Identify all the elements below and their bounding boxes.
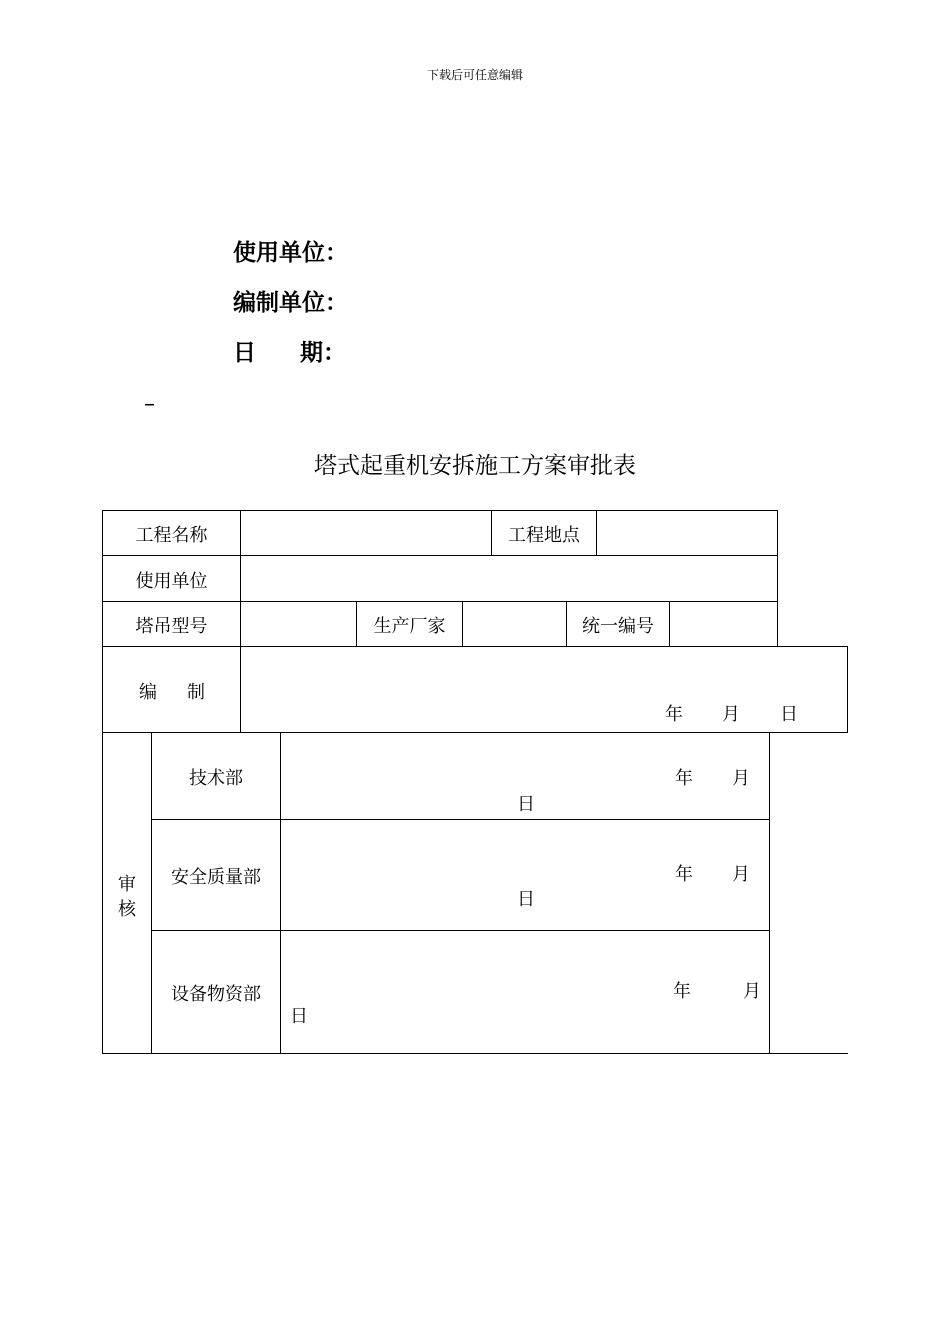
project-location-label: 工程地点 <box>508 525 580 546</box>
unified-no-label: 统一编号 <box>582 616 654 637</box>
unified-no-field[interactable] <box>673 605 774 643</box>
equipment-dept-label: 设备物资部 <box>171 984 261 1005</box>
user-unit-field[interactable] <box>245 559 774 597</box>
safety-dept-label: 安全质量部 <box>171 867 261 888</box>
compile-label-b: 制 <box>187 682 205 703</box>
review-label-b: 核 <box>118 899 136 920</box>
header-note: 下载后可任意编辑 <box>426 68 523 82</box>
crane-model-field[interactable] <box>245 605 353 643</box>
review-label-a: 审 <box>118 874 136 895</box>
manufacturer-field[interactable] <box>466 605 563 643</box>
compile-year: 年 <box>665 704 683 725</box>
dash-mark: – <box>144 392 155 417</box>
tech-year: 年 <box>675 768 693 789</box>
safety-year: 年 <box>675 864 693 885</box>
tech-day: 日 <box>517 794 535 815</box>
date-label-period: 期： <box>300 340 346 366</box>
safety-day: 日 <box>517 889 535 910</box>
compile-day: 日 <box>780 704 798 725</box>
date-label <box>233 334 346 367</box>
compile-label-a: 编 <box>139 682 157 703</box>
tech-month: 月 <box>732 768 750 789</box>
crane-model-label: 塔吊型号 <box>135 616 208 637</box>
project-name-field[interactable] <box>245 514 489 552</box>
safety-month: 月 <box>732 864 750 885</box>
tech-dept-label: 技术部 <box>189 768 243 789</box>
user-unit-label: 使用单位： <box>233 240 348 266</box>
date-label-day: 日 <box>233 340 256 366</box>
compile-month: 月 <box>722 704 740 725</box>
equipment-year: 年 <box>673 981 691 1002</box>
form-title: 塔式起重机安拆施工方案审批表 <box>314 453 636 479</box>
manufacturer-label: 生产厂家 <box>373 616 446 637</box>
compile-unit-label: 编制单位： <box>233 290 348 316</box>
equipment-day: 日 <box>290 1006 308 1027</box>
project-location-field[interactable] <box>600 514 774 552</box>
project-name-label: 工程名称 <box>135 525 208 546</box>
user-unit-cell-label: 使用单位 <box>135 571 208 592</box>
equipment-month: 月 <box>743 981 761 1002</box>
